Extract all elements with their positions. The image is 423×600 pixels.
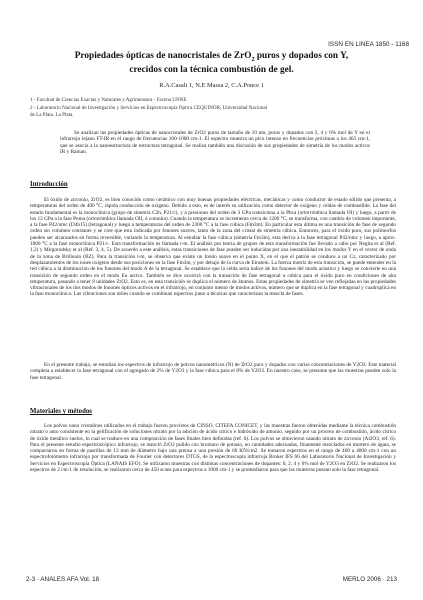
title-line2: crecidos con la técnica combustión de gel.	[129, 65, 294, 76]
affiliation-2: 2 - Laboratorio Nacional de Investigación y Servicios en Espectroscopía Óptica CEQUINOR, Universidad Nacional	[30, 105, 268, 111]
intro-paragraph-1: El óxido de zirconio, ZrO2, es bien conocido como cerámico con muy buenas propiedades eléctricas, mecánicas y como conductor de estado sólido que presenta, a temperaturas del orden de 400 °C, rápida conducción de oxígeno. Debido a esto, es de interés su utilización como detector de oxígeno y celdas de combustible. La fase del estado fundamental es la monoclínica (grupo de simetría C2h, P21/c), y a presiones del orden de 3 GPa transiciona a la Pbca (ortorrómbica llamada OI) y luego, a partir de los 12 GPa a la fase Pnma (ortorrómbica llamada OII, ó cotunita). Cuando la temperatura se incrementa cerca de 1200 °C, se transforma, con cambio de volumen importante, a la fase P42/nmc (D4h15) (tetragonal) y luego a temperaturas del orden de 2300 °C a la fase cúbica (Fm3m). En particular esta última es una transición de fase de segundo orden sin volumen constante y se cree que esta indicada por fonones suaves, tanto de la zona del cristal de simetría cúbica. Entonces, para el óxido puro, sus polimorfos pueden ser alcanzados en forma reversible, variando la temperatura. Al estudiar la fase cúbica (simetría Fm3m), esta deriva a la fase tetragonal P42/nmc y luego, a aprox. 1000 °C a la fase monoclínica P21/c. Esta transformación es llamada t-m. El análisis por teoría de grupos de esta transformación fue llevado a cabo por Negita et al (Ref. 1,2) y Mirgorodsky et al (Ref. 3, 4, 5). De acuerdo a este análisis, estas transiciones de fase pueden ser inducidas por una inestabilidad en los modos Y en el vector de onda de la zona de Brillouin (BZ). Para la transición t-m, se observa que existe un fonón suave en el punto X, en el que el patrón se conduce a un Cz, caracterizado por desplazamientos de los iones oxígeno desde sus posiciones en la fase Fm3m, y por debajo de la curva de Einstein. La fuerza motriz de esta transición, se puede entender en la red cúbica a la disminución de los fonones del modo A de la tetragonal. Se establece que la celda seria índice de los fonones del modo acústico y luego se convierte en una transición de segundo orden en el modo Eu activo. También se dice ocurrirá con la transición de fase tetragonal a cúbica para el óxido puro en condiciones de alta temperatura, pasando a tener 8 unidades ZrO2. Esto es, en esta transición se duplica el número de átomos. Estas propiedades de simetría se ven reflejadas en las propiedades vibracionales de los dos modos de fonones ópticos activos en el infrarrojo, en conjunto menor de modos activos, número que se duplica en la fase tetragonal y cuadruplica en la fase monoclínica. Las vibraciones son útiles cuando se combinan espectros junto a técnicas que caracterizan la mezcla de fases.	[30, 197, 396, 298]
paper-title	[24, 51, 399, 76]
section-heading-introduction: Introducción	[30, 181, 68, 188]
affiliation-3: de La Plata. La Plata.	[30, 112, 74, 118]
issn-header: ISSN EN LINEA 1850 - 1168	[328, 41, 409, 48]
title-line1-pre: Propiedades ópticas de nanocristales de ZrO	[74, 51, 252, 61]
methods-paragraph-1: Los polvos nano cristalinos utilizados en el trabajo fueron provistos de CINSO, CITEFA CONICET, y las muestras fueron obtenidas mediante la técnica combustión nitrato o auto consistente en la gelificación de soluciones nitrato por la adición de ácido cítrico e hidróxido de amonio, seguido por un proceso de combustión, ácido cítrico de óxido metálico suelos, lo cual se traduce en una composición de fases finales bien definidas (ref. 6). Los polvos se obtuvieron usando nitrato de zirconio (Al2O3, ref. 6). Para el presente estudio espectroscópico infrarrojo, se mezcló ZrO2 pulido con bromuro de potasio, en cantidades adecuadas, finamente mezclados en mortero de ágata, se compactaron en forma de pastillas de 13 mm de diámetro bajo una prensa a una presión de 60 KN/cm2. Se tomaron espectros en el rango de 400 a 4000 cm-1 con un espectrofotómetro infrarrojo por transformada de Fourier con detectores DTGS, de la espectroscopia infrarroja Bruker IFS 66 del Laboratorio Nacional de Investigación y Servicios en Espectroscopía Óptica (LANAIS EFO). Se utilizaron muestras con distintas concentraciones de dopantes: 0, 2, 4 y 6% mol de Y2O3 en ZrO2. Se realizaron los espectros de 2 cm-1 de resolución, se realizaron cerca de 450 scans para espectros a 1000 cm-1 y se promediaron para que las muestras posean solo la fase tetragonal.	[30, 423, 396, 474]
title-line1-post: puros y dopados con Y,	[254, 51, 349, 61]
intro-paragraph-2: En el presente trabajo, se estudian los espectros de infrarrojo de polvos nanométricos (N) de ZrO2 puro y dopados con varias concentraciones de Y2O3. Este material completa a establecer la fase tetragonal con el agregado de 2% de Y2O3 y la fase cúbica para el 8% de Y2O3. En nuestro caso, se presume que las muestras pueden solo la fase tetragonal.	[30, 362, 396, 381]
affiliation-1: 1 - Facultad de Ciencias Exactas y Naturales y Agrimensura - Facena UNNE	[30, 97, 187, 103]
footer-journal: 2-3 · ANALES AFA Vol. 18	[26, 576, 100, 583]
abstract: Se analizan las propiedades ópticas de nanocristales de ZrO2 puros de tamaño de 10 nm, puros y dopados con 2, 4 y 6% mol de Y en el infrarrojo lejano FT-IR en el rango de frecuencias 100-1000 cm-1. El espectro muestra un pico intenso en frecuencias próximas a los 463 cm-1, que se asocia a la nanoestructura de estructura tetragonal. Se realiza también una discusión de sus propiedades de simetría de los modos activos IR y Raman.	[60, 130, 370, 155]
footer-page: MERLO 2006 · 213	[342, 576, 397, 583]
section-heading-methods: Materiales y métodos	[30, 408, 92, 415]
title-subscript: 2	[251, 55, 255, 63]
author-list: R.A.Casali 1, N.E Massa 2, C.A.Ponce 1	[159, 82, 264, 89]
